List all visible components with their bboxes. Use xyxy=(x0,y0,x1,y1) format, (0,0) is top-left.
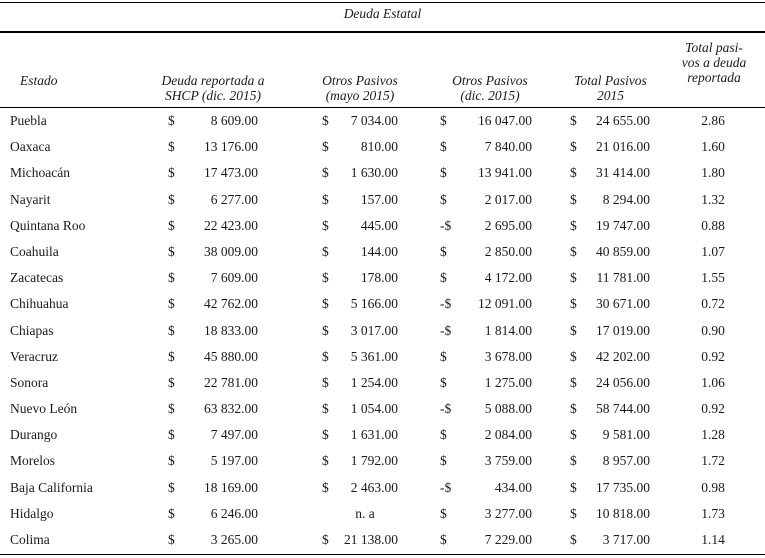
deuda-currency-cell: $ xyxy=(168,401,175,417)
ratio-cell: 2.86 xyxy=(701,113,725,128)
table-row xyxy=(0,291,765,317)
otros-dic-value-cell: 7 229.00 xyxy=(484,532,532,547)
otros-dic-value-cell: 3 277.00 xyxy=(484,505,532,521)
otros-dic-value-cell: 13 941.00 xyxy=(478,165,532,181)
total-currency-cell: $ xyxy=(570,139,577,155)
otros-mayo-value-cell: 1 054.00 xyxy=(350,401,398,417)
state-name-cell: Hidalgo xyxy=(10,505,54,521)
ratio-cell: 0.92 xyxy=(701,401,725,417)
total-value-cell: 24 655.00 xyxy=(596,113,650,128)
total-value-cell: 40 859.00 xyxy=(596,243,650,259)
otros-mayo-currency-cell: $ xyxy=(322,217,329,233)
otros-mayo-currency-cell: $ xyxy=(322,401,329,417)
otros-dic-value-cell: 2 850.00 xyxy=(484,243,532,259)
deuda-value-cell: 45 880.00 xyxy=(204,348,258,364)
ratio-cell: 1.28 xyxy=(701,427,725,443)
table-row xyxy=(0,475,765,501)
otros-dic-currency-cell: $ xyxy=(440,532,447,547)
deuda-currency-cell: $ xyxy=(168,532,175,547)
header-ratio-line: reportada xyxy=(687,70,741,85)
total-currency-cell: $ xyxy=(570,453,577,469)
deuda-currency-cell: $ xyxy=(168,243,175,259)
otros-mayo-currency-cell: $ xyxy=(322,113,329,128)
deuda-value-cell: 6 246.00 xyxy=(210,505,258,521)
ratio-cell: 0.90 xyxy=(701,322,725,338)
header-estado: Estado xyxy=(20,73,58,88)
total-currency-cell: $ xyxy=(570,427,577,443)
header-otros-mayo-line: (mayo 2015) xyxy=(325,88,395,103)
otros-dic-value-cell: 434.00 xyxy=(494,479,532,495)
otros-mayo-currency-cell: $ xyxy=(322,243,329,259)
total-value-cell: 3 717.00 xyxy=(602,532,650,547)
otros-mayo-currency-cell: $ xyxy=(322,191,329,207)
otros-mayo-na-cell: n. a xyxy=(355,505,375,521)
otros-mayo-currency-cell: $ xyxy=(322,270,329,286)
deuda-value-cell: 42 762.00 xyxy=(204,296,258,312)
deuda-value-cell: 22 781.00 xyxy=(204,374,258,390)
total-currency-cell: $ xyxy=(570,191,577,207)
deuda-value-cell: 38 009.00 xyxy=(204,243,258,259)
deuda-value-cell: 3 265.00 xyxy=(210,532,258,547)
header-otros-mayo-line: Otros Pasivos xyxy=(322,73,398,88)
deuda-currency-cell: $ xyxy=(168,113,175,128)
table-row xyxy=(0,527,765,553)
header-total-line: Total Pasivos xyxy=(574,73,647,88)
otros-mayo-currency-cell: $ xyxy=(322,532,329,547)
deuda-value-cell: 18 169.00 xyxy=(204,479,258,495)
state-name-cell: Oaxaca xyxy=(10,139,51,155)
table-caption: Deuda Estatal xyxy=(343,6,422,21)
header-ratio-line: vos a deuda xyxy=(681,55,747,70)
deuda-value-cell: 63 832.00 xyxy=(204,401,258,417)
otros-dic-value-cell: 1 814.00 xyxy=(484,322,532,338)
otros-mayo-value-cell: 1 792.00 xyxy=(350,453,398,469)
state-name-cell: Nayarit xyxy=(10,191,51,207)
otros-dic-currency-cell: $ xyxy=(440,505,447,521)
ratio-cell: 1.55 xyxy=(701,270,725,286)
otros-dic-value-cell: 3 678.00 xyxy=(484,348,532,364)
state-name-cell: Veracruz xyxy=(10,348,58,364)
total-value-cell: 9 581.00 xyxy=(602,427,650,443)
total-value-cell: 10 818.00 xyxy=(596,505,650,521)
otros-dic-value-cell: 2 084.00 xyxy=(484,427,532,443)
total-currency-cell: $ xyxy=(570,113,577,128)
otros-mayo-value-cell: 7 034.00 xyxy=(350,113,398,128)
deuda-currency-cell: $ xyxy=(168,296,175,312)
state-name-cell: Morelos xyxy=(10,453,55,469)
table-row xyxy=(0,422,765,448)
state-name-cell: Nuevo León xyxy=(10,401,78,417)
state-name-cell: Sonora xyxy=(10,374,49,390)
otros-dic-value-cell: 2 017.00 xyxy=(484,191,532,207)
total-value-cell: 42 202.00 xyxy=(596,348,650,364)
otros-mayo-currency-cell: $ xyxy=(322,453,329,469)
table-body xyxy=(0,108,765,553)
header-otros-dic-line: (dic. 2015) xyxy=(460,88,520,103)
header-deuda-line: SHCP (dic. 2015) xyxy=(164,88,262,103)
total-currency-cell: $ xyxy=(570,270,577,286)
deuda-value-cell: 7 497.00 xyxy=(210,427,258,443)
header-otros-pasivos-dic xyxy=(440,73,540,103)
otros-dic-currency-cell: -$ xyxy=(440,479,452,495)
state-name-cell: Quintana Roo xyxy=(10,217,86,233)
top-rule xyxy=(0,2,765,3)
otros-dic-currency-cell: $ xyxy=(440,165,447,181)
header-ratio xyxy=(670,40,758,85)
otros-dic-currency-cell: $ xyxy=(440,191,447,207)
deuda-value-cell: 17 473.00 xyxy=(204,165,258,181)
ratio-cell: 0.98 xyxy=(701,479,725,495)
otros-dic-currency-cell: $ xyxy=(440,348,447,364)
otros-mayo-value-cell: 5 361.00 xyxy=(350,348,398,364)
otros-dic-value-cell: 12 091.00 xyxy=(478,296,532,312)
total-currency-cell: $ xyxy=(570,479,577,495)
table-row xyxy=(0,213,765,239)
deuda-currency-cell: $ xyxy=(168,191,175,207)
state-name-cell: Colima xyxy=(10,532,50,547)
header-ratio-line: Total pasi- xyxy=(685,40,743,55)
total-value-cell: 19 747.00 xyxy=(596,217,650,233)
table-row xyxy=(0,108,765,134)
table-row xyxy=(0,318,765,344)
total-value-cell: 17 019.00 xyxy=(596,322,650,338)
otros-mayo-value-cell: 178.00 xyxy=(360,270,398,286)
otros-mayo-currency-cell: $ xyxy=(322,296,329,312)
table-row xyxy=(0,448,765,474)
table-row xyxy=(0,265,765,291)
otros-dic-value-cell: 2 695.00 xyxy=(484,217,532,233)
header-total-pasivos xyxy=(563,73,658,103)
total-currency-cell: $ xyxy=(570,348,577,364)
deuda-currency-cell: $ xyxy=(168,165,175,181)
total-currency-cell: $ xyxy=(570,217,577,233)
total-value-cell: 58 744.00 xyxy=(596,401,650,417)
header-deuda-line: Deuda reportada a xyxy=(161,73,265,88)
ratio-cell: 1.14 xyxy=(701,532,725,547)
otros-mayo-currency-cell: $ xyxy=(322,139,329,155)
table-row xyxy=(0,239,765,265)
total-currency-cell: $ xyxy=(570,243,577,259)
otros-dic-currency-cell: $ xyxy=(440,453,447,469)
deuda-value-cell: 18 833.00 xyxy=(204,322,258,338)
ratio-cell: 0.72 xyxy=(701,296,725,312)
deuda-value-cell: 22 423.00 xyxy=(204,217,258,233)
otros-dic-currency-cell: -$ xyxy=(440,401,452,417)
table-row xyxy=(0,344,765,370)
state-name-cell: Zacatecas xyxy=(10,270,64,286)
otros-dic-value-cell: 3 759.00 xyxy=(484,453,532,469)
total-value-cell: 11 781.00 xyxy=(596,270,650,286)
state-name-cell: Coahuila xyxy=(10,243,59,259)
table-row xyxy=(0,396,765,422)
total-value-cell: 17 735.00 xyxy=(596,479,650,495)
bottom-rule xyxy=(0,554,765,555)
total-value-cell: 30 671.00 xyxy=(596,296,650,312)
deuda-value-cell: 6 277.00 xyxy=(210,191,258,207)
otros-mayo-value-cell: 2 463.00 xyxy=(350,479,398,495)
ratio-cell: 1.06 xyxy=(701,374,725,390)
total-value-cell: 31 414.00 xyxy=(596,165,650,181)
header-otros-pasivos-mayo xyxy=(312,73,408,103)
otros-dic-value-cell: 5 088.00 xyxy=(484,401,532,417)
ratio-cell: 0.88 xyxy=(701,217,725,233)
otros-mayo-currency-cell: $ xyxy=(322,427,329,443)
otros-mayo-value-cell: 810.00 xyxy=(360,139,398,155)
otros-dic-currency-cell: $ xyxy=(440,374,447,390)
table-row xyxy=(0,501,765,527)
total-currency-cell: $ xyxy=(570,505,577,521)
total-currency-cell: $ xyxy=(570,374,577,390)
otros-dic-currency-cell: $ xyxy=(440,139,447,155)
otros-mayo-value-cell: 1 630.00 xyxy=(350,165,398,181)
otros-mayo-currency-cell: $ xyxy=(322,322,329,338)
header-total-line: 2015 xyxy=(597,88,624,103)
total-value-cell: 24 056.00 xyxy=(596,374,650,390)
state-name-cell: Chihuahua xyxy=(10,296,69,312)
otros-mayo-value-cell: 5 166.00 xyxy=(350,296,398,312)
caption-rule xyxy=(0,31,765,33)
table-row xyxy=(0,134,765,160)
table-row xyxy=(0,187,765,213)
otros-dic-currency-cell: $ xyxy=(440,270,447,286)
otros-dic-currency-cell: $ xyxy=(440,427,447,443)
otros-mayo-value-cell: 445.00 xyxy=(360,217,398,233)
total-currency-cell: $ xyxy=(570,322,577,338)
total-currency-cell: $ xyxy=(570,165,577,181)
deuda-currency-cell: $ xyxy=(168,374,175,390)
state-name-cell: Baja California xyxy=(10,479,93,495)
otros-dic-value-cell: 7 840.00 xyxy=(484,139,532,155)
state-name-cell: Michoacán xyxy=(10,165,70,181)
otros-dic-value-cell: 1 275.00 xyxy=(484,374,532,390)
otros-dic-currency-cell: $ xyxy=(440,243,447,259)
ratio-cell: 1.80 xyxy=(701,165,725,181)
deuda-value-cell: 13 176.00 xyxy=(204,139,258,155)
table-row xyxy=(0,370,765,396)
otros-mayo-currency-cell: $ xyxy=(322,374,329,390)
ratio-cell: 1.07 xyxy=(701,243,725,259)
total-currency-cell: $ xyxy=(570,532,577,547)
otros-mayo-value-cell: 1 631.00 xyxy=(350,427,398,443)
deuda-currency-cell: $ xyxy=(168,453,175,469)
otros-mayo-value-cell: 1 254.00 xyxy=(350,374,398,390)
otros-mayo-value-cell: 3 017.00 xyxy=(350,322,398,338)
ratio-cell: 1.60 xyxy=(701,139,725,155)
otros-dic-currency-cell: -$ xyxy=(440,217,452,233)
deuda-value-cell: 5 197.00 xyxy=(210,453,258,469)
ratio-cell: 1.73 xyxy=(701,505,725,521)
deuda-value-cell: 8 609.00 xyxy=(210,113,258,128)
otros-mayo-value-cell: 144.00 xyxy=(360,243,398,259)
deuda-currency-cell: $ xyxy=(168,348,175,364)
table-row xyxy=(0,160,765,186)
total-value-cell: 8 957.00 xyxy=(602,453,650,469)
otros-dic-value-cell: 16 047.00 xyxy=(478,113,532,128)
state-name-cell: Durango xyxy=(10,427,58,443)
deuda-currency-cell: $ xyxy=(168,427,175,443)
deuda-currency-cell: $ xyxy=(168,479,175,495)
deuda-currency-cell: $ xyxy=(168,322,175,338)
otros-mayo-currency-cell: $ xyxy=(322,348,329,364)
otros-mayo-value-cell: 157.00 xyxy=(360,191,398,207)
state-name-cell: Chiapas xyxy=(10,322,54,338)
total-value-cell: 8 294.00 xyxy=(602,191,650,207)
otros-mayo-currency-cell: $ xyxy=(322,165,329,181)
deuda-currency-cell: $ xyxy=(168,139,175,155)
otros-mayo-value-cell: 21 138.00 xyxy=(344,532,398,547)
deuda-currency-cell: $ xyxy=(168,270,175,286)
deuda-currency-cell: $ xyxy=(168,505,175,521)
ratio-cell: 1.32 xyxy=(701,191,725,207)
deuda-currency-cell: $ xyxy=(168,217,175,233)
header-deuda-reportada xyxy=(148,73,278,103)
ratio-cell: 0.92 xyxy=(701,348,725,364)
otros-dic-value-cell: 4 172.00 xyxy=(484,270,532,286)
total-currency-cell: $ xyxy=(570,296,577,312)
otros-dic-currency-cell: -$ xyxy=(440,296,452,312)
otros-dic-currency-cell: -$ xyxy=(440,322,452,338)
ratio-cell: 1.72 xyxy=(701,453,725,469)
deuda-value-cell: 7 609.00 xyxy=(210,270,258,286)
state-name-cell: Puebla xyxy=(10,113,47,128)
otros-dic-currency-cell: $ xyxy=(440,113,447,128)
total-value-cell: 21 016.00 xyxy=(596,139,650,155)
total-currency-cell: $ xyxy=(570,401,577,417)
header-otros-dic-line: Otros Pasivos xyxy=(452,73,528,88)
otros-mayo-currency-cell: $ xyxy=(322,479,329,495)
